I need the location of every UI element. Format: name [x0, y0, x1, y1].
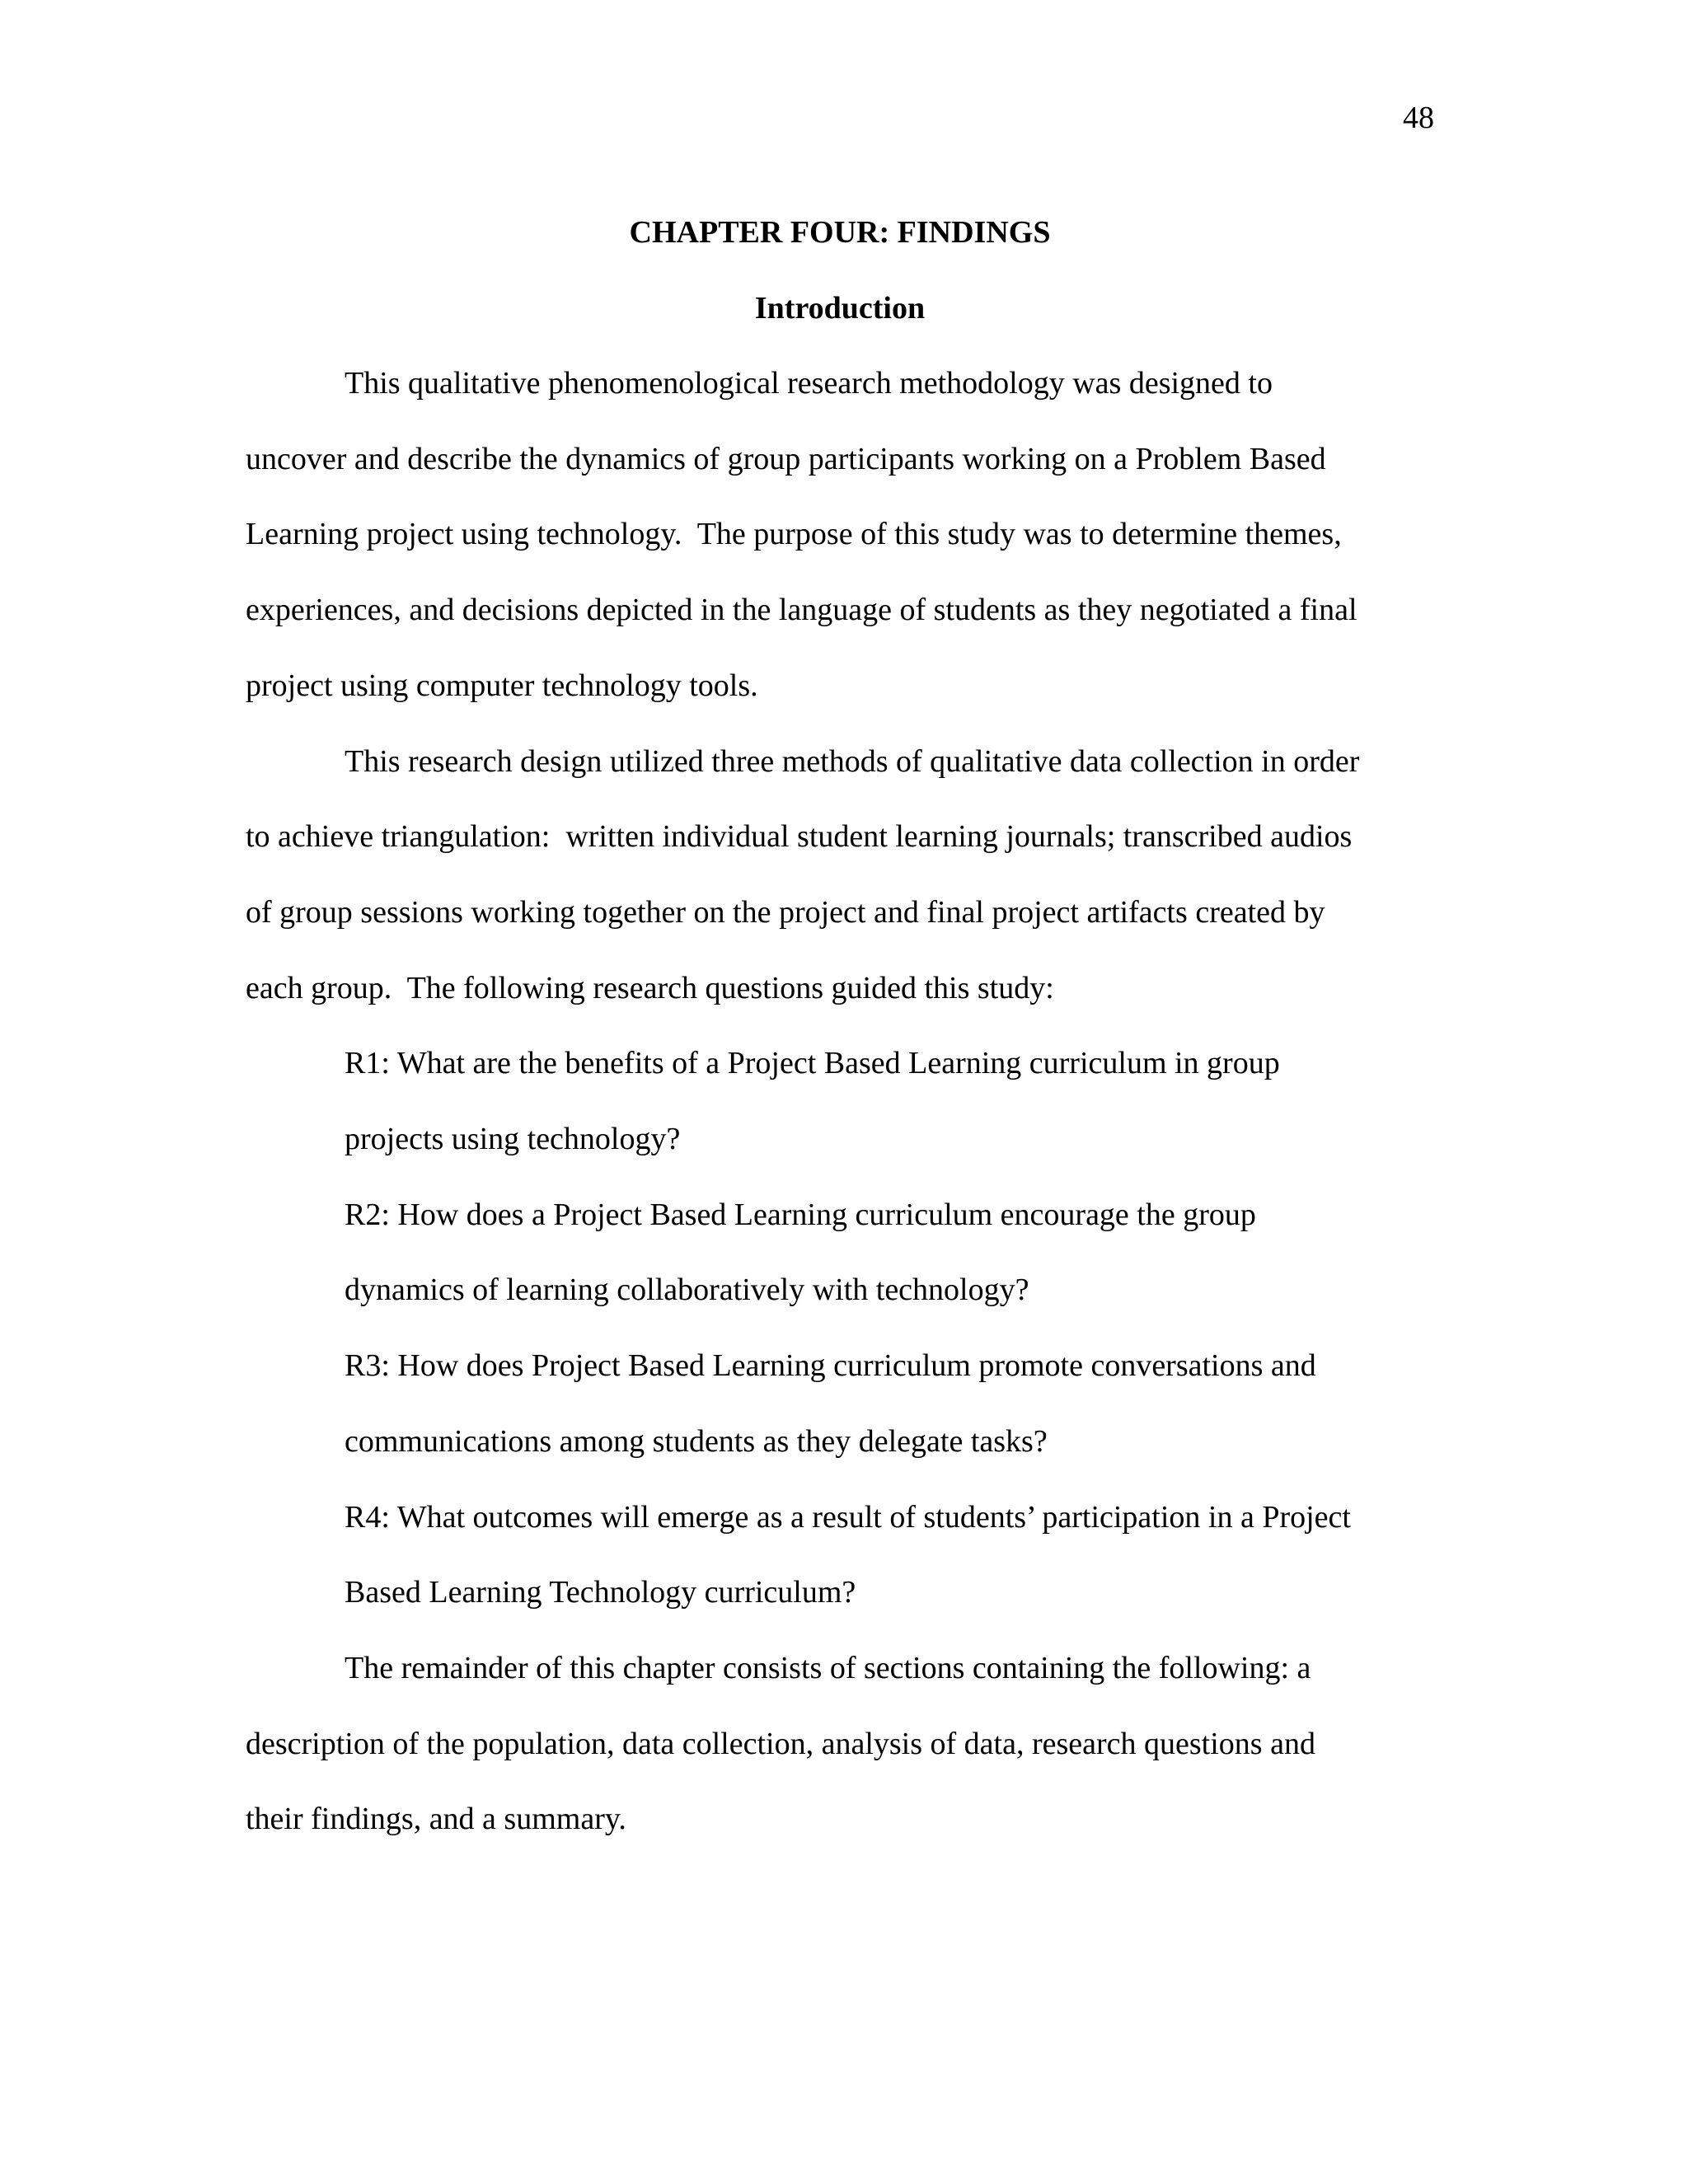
summary-paragraph — [246, 1631, 1434, 1858]
method-paragraph — [246, 724, 1434, 1027]
paragraph-line: each group. The following research questions guided this study: — [246, 970, 1054, 1005]
research-question-r4-cont: Based Learning Technology curriculum? — [345, 1575, 856, 1610]
page-number: 48 — [1403, 101, 1434, 135]
section-heading: Introduction — [754, 291, 926, 326]
paragraph-line: This research design utilized three methods of qualitative data collection in order — [345, 743, 1360, 779]
paragraph-line: description of the population, data collection, analysis of data, research questions and — [246, 1726, 1315, 1761]
paragraph-line: of group sessions working together on the project and final project artifacts created by — [246, 894, 1325, 930]
intro-paragraph — [246, 346, 1434, 724]
paragraph-line: project using computer technology tools. — [246, 668, 758, 703]
paragraph-line: The remainder of this chapter consists of sections containing the following: a — [345, 1650, 1311, 1685]
research-question-r3: R3: How does Project Based Learning curriculum promote conversations and — [345, 1348, 1316, 1384]
paragraph-line: This qualitative phenomenological research methodology was designed to — [345, 366, 1273, 401]
paragraph-line: to achieve triangulation: written individual student learning journals; transcribed audios — [246, 819, 1353, 855]
paragraph-line: their findings, and a summary. — [246, 1802, 626, 1837]
page-content — [246, 194, 1434, 1858]
paragraph-line: experiences, and decisions depicted in the language of students as they negotiated a final — [246, 593, 1357, 628]
research-question-r2-cont: dynamics of learning collaboratively with technology? — [345, 1272, 1029, 1308]
research-question-r1-cont: projects using technology? — [345, 1122, 681, 1157]
research-question-r4: R4: What outcomes will emerge as a result of students’ participation in a Project — [345, 1499, 1351, 1535]
paragraph-line: uncover and describe the dynamics of group participants working on a Problem Based — [246, 441, 1326, 476]
research-question-r3-cont: communications among students as they delegate tasks? — [345, 1423, 1048, 1459]
research-questions-list — [246, 1026, 1434, 1631]
research-question-r2: R2: How does a Project Based Learning curriculum encourage the group — [345, 1197, 1256, 1232]
paragraph-line: Learning project using technology. The purpose of this study was to determine themes, — [246, 517, 1342, 552]
chapter-title: CHAPTER FOUR: FINDINGS — [629, 215, 1051, 250]
research-question-r1: R1: What are the benefits of a Project Based Learning curriculum in group — [345, 1046, 1280, 1081]
